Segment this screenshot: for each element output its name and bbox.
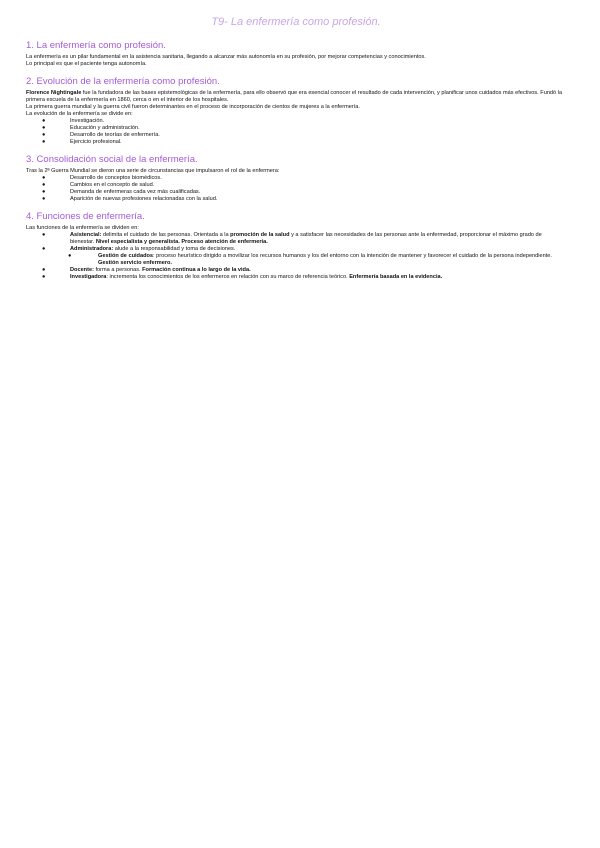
section-2 xyxy=(26,76,566,146)
bullet-icon: ● xyxy=(42,196,46,202)
list-item: ● Desarrollo de conceptos biomédicos. xyxy=(42,175,162,181)
section-3-list xyxy=(26,175,566,203)
section-1-paragraph-2: Lo principal es que el paciente tenga autonomía. xyxy=(26,61,147,67)
section-3 xyxy=(26,154,566,203)
function-investigadora: ● Investigadora: incrementa los conocimientos de los enfermeros en relación con su marco de referencia teórico. Enfermería basada en la evidencia. xyxy=(42,274,443,280)
bullet-icon: ● xyxy=(42,175,46,181)
list-item: ● Cambios en el concepto de salud. xyxy=(42,182,155,188)
section-4-list xyxy=(26,232,566,281)
bullet-icon: ● xyxy=(42,182,46,188)
section-3-heading: 3. Consolidación social de la enfermería. xyxy=(26,154,198,165)
section-4 xyxy=(26,211,566,281)
section-4-paragraph-1: Las funciones de la enfermería se dividen en: xyxy=(26,225,139,231)
section-2-heading: 2. Evolución de la enfermería como profesión. xyxy=(26,76,220,87)
list-item: ● Demanda de enfermeras cada vez más cualificadas. xyxy=(42,189,201,195)
section-4-heading: 4. Funciones de enfermería. xyxy=(26,211,145,222)
bullet-icon: ● xyxy=(42,118,46,124)
function-docente: ● Docente: forma a personas. Formación continua a lo largo de la vida. xyxy=(42,267,251,273)
list-item: ● Educación y administración. xyxy=(42,125,140,131)
function-gestion-cuidados: ● Gestión de cuidados: proceso heurístico dirigido a movilizar los recursos humanos y los del entorno con la intención de mantener y favorecer el cuidado de la persona independiente. Gestión servicio enfermero. xyxy=(68,253,552,266)
list-item: ● Investigación. xyxy=(42,118,105,124)
bullet-icon: ● xyxy=(42,246,46,252)
section-2-paragraph-2: La primera guerra mundial y la guerra civil fueron determinantes en el proceso de incorporación de cientos de mujeres a la enfermería. xyxy=(26,104,360,110)
bullet-icon: ● xyxy=(42,132,46,138)
bullet-icon: ● xyxy=(42,189,46,195)
florence-nightingale-name: Florence Nightingale xyxy=(26,90,82,96)
document-title: T9- La enfermería como profesión. xyxy=(211,16,381,28)
bullet-icon: ● xyxy=(42,267,46,273)
section-2-paragraph-3: La evolución de la enfermería se divide en: xyxy=(26,111,133,117)
bullet-icon: ● xyxy=(42,232,46,238)
list-item: ● Ejercicio profesional. xyxy=(42,139,122,145)
bullet-icon: ● xyxy=(42,125,46,131)
section-1-paragraph-1: La enfermería es un pilar fundamental en la asistencia sanitaria, llegando a alcanzar más autonomía en su profesión, por mejorar competencias y conocimientos. xyxy=(26,54,426,60)
bullet-icon: ● xyxy=(42,274,46,280)
section-3-paragraph-1: Tras la 2ª Guerra Mundial se dieron una serie de circunstancias que impulsaron el rol de la enfermera: xyxy=(26,168,280,174)
bullet-icon: ● xyxy=(42,139,46,145)
section-2-list xyxy=(26,118,566,146)
bullet-icon: ● xyxy=(68,253,72,259)
section-2-paragraph-1 xyxy=(26,90,566,104)
section-1-heading: 1. La enfermería como profesión. xyxy=(26,40,166,51)
section-2-paragraph-1-text: fue la fundadora de las bases epistemológicas de la enfermería, para ello observó que era esencial conocer el resultado de cada intervención, y planificar unos cuidados más efectivos. Fundó la primera escuela de la enfermería en 1860, cerca o en el interior de los hospitales. xyxy=(26,90,563,103)
list-item: ● Desarrollo de teorías de enfermería. xyxy=(42,132,160,138)
list-item: ● Aparición de nuevas profesiones relacionadas con la salud. xyxy=(42,196,218,202)
function-administradora: ● Administradora: alude a la responsabilidad y toma de decisiones. xyxy=(42,246,236,252)
section-1 xyxy=(26,40,566,68)
function-asistencial: ● Asistencial: delimita el cuidado de las personas. Orientada a la promoción de la salud y a satisfacer las necesidades de las personas ante la enfermedad, proporcionar el máximo grado de bienestar. Nivel especialista y generalista. Proceso atención de enfermería. xyxy=(42,232,542,245)
document-page xyxy=(26,16,566,281)
